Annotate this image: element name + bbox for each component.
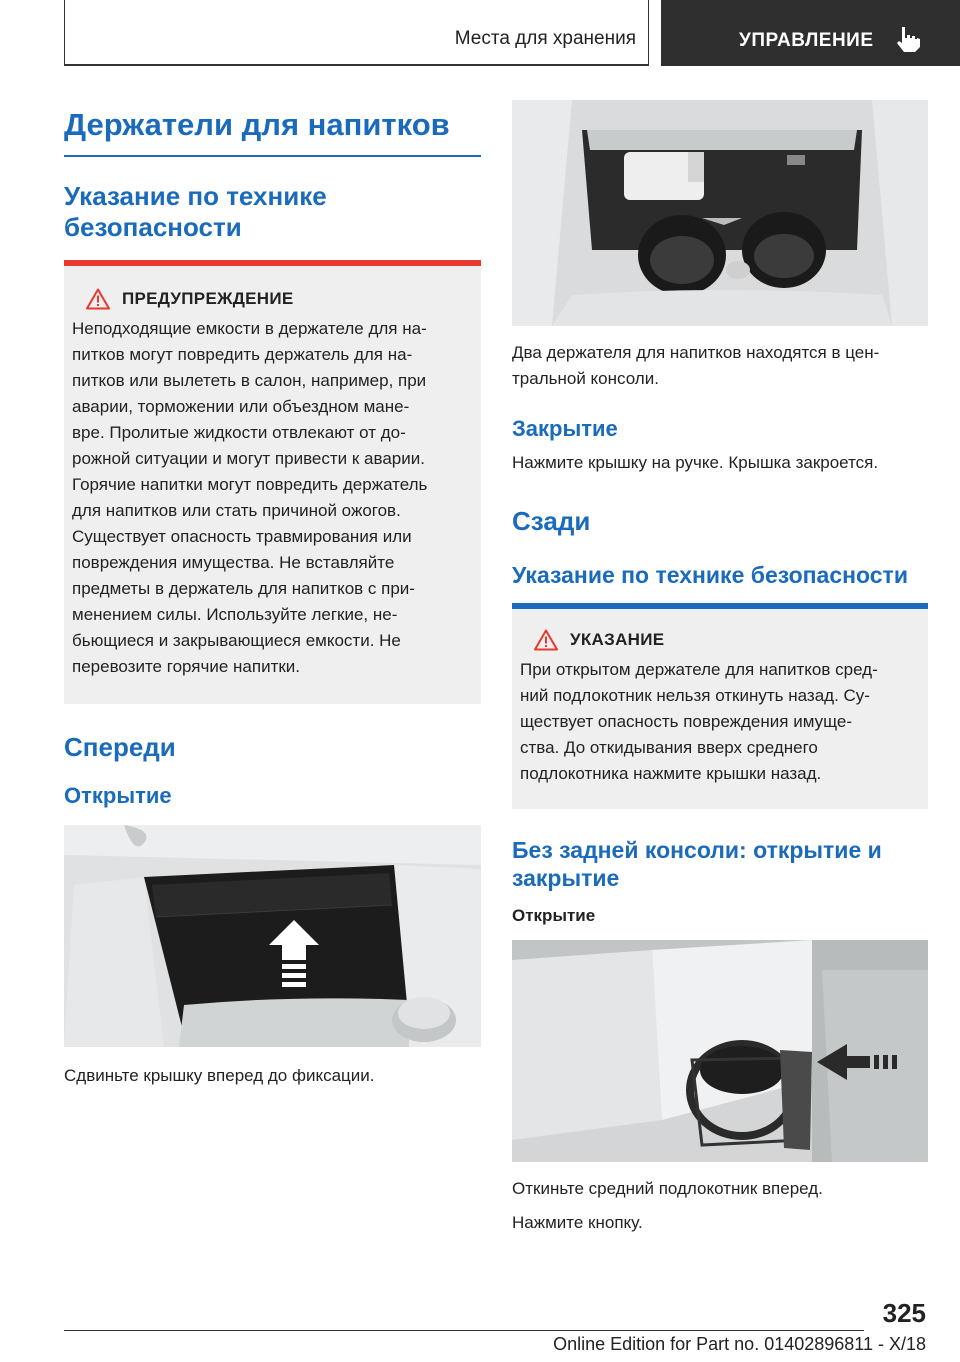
warning-line: менением силы. Используйте легкие, не- bbox=[72, 604, 398, 624]
notice-line: подлокотника нажмите крышки назад. bbox=[520, 764, 822, 784]
header-section-title: Места для хранения bbox=[454, 28, 636, 49]
warning-box bbox=[64, 266, 481, 704]
warning-line: бьющиеся и закрывающиеся емкости. Не bbox=[72, 630, 401, 650]
header-divider-mid bbox=[648, 0, 649, 66]
no-console-heading: Без задней консоли: открытие и закрытие bbox=[512, 837, 882, 891]
warning-line: Неподходящие емкости в держателе для на- bbox=[72, 318, 427, 338]
notice-triangle-icon bbox=[534, 629, 558, 651]
warning-label: ПРЕДУПРЕЖДЕНИЕ bbox=[122, 288, 294, 308]
notice-title bbox=[520, 629, 918, 651]
warning-title bbox=[72, 288, 471, 310]
cupholders-console-illustration bbox=[512, 100, 928, 326]
right-column bbox=[512, 100, 928, 1236]
caption-line: тральной консоли. bbox=[512, 369, 659, 388]
page-title: Держатели для напитков bbox=[64, 107, 450, 142]
warning-text bbox=[72, 316, 471, 680]
notice-line: ществует опасность повреждения имуще- bbox=[520, 712, 852, 732]
opening-heading: Открытие bbox=[64, 782, 172, 808]
warning-triangle-icon bbox=[86, 288, 110, 310]
footer-edition: Online Edition for Part no. 01402896811 - X/18 bbox=[553, 1334, 926, 1354]
caption-line: Два держателя для напитков находятся в цен- bbox=[512, 343, 880, 362]
closing-text: Нажмите крышку на ручке. Крышка закроется. bbox=[512, 453, 879, 473]
rear-safety-heading: Указание по технике безопасности bbox=[512, 561, 908, 588]
header-divider-left bbox=[64, 0, 65, 66]
rear-cupholder-photo bbox=[512, 940, 928, 1162]
warning-line: перевозите горячие напитки. bbox=[72, 656, 301, 676]
open-subheading: Открытие bbox=[512, 906, 596, 926]
title-rule bbox=[64, 155, 481, 157]
cupholders-console-photo bbox=[512, 100, 928, 326]
warning-line: Существует опасность травмирования или bbox=[72, 526, 412, 546]
front-cupholder-photo bbox=[64, 825, 481, 1047]
safety-heading: Указание по технике безопасности bbox=[64, 181, 327, 243]
console-caption bbox=[512, 340, 928, 392]
warning-line: для напитков или стать причиной ожогов. bbox=[72, 500, 401, 520]
warning-line: аварии, торможении или объездном мане- bbox=[72, 396, 410, 416]
notice-label: УКАЗАНИЕ bbox=[570, 630, 665, 650]
left-column bbox=[64, 100, 481, 1089]
warning-line: питков могут повредить держатель для на- bbox=[72, 344, 413, 364]
warning-line: рожной ситуации и могут привести к аварии. bbox=[72, 448, 425, 468]
header-chapter-label: УПРАВЛЕНИЕ bbox=[739, 30, 874, 51]
notice-line: При открытом держателе для напитков сред- bbox=[520, 660, 878, 680]
warning-line: вре. Пролитые жидкости отвлекают от до- bbox=[72, 422, 406, 442]
warning-line: Горячие напитки могут повредить держатель bbox=[72, 474, 428, 494]
page-number: 325 bbox=[882, 1298, 926, 1328]
rear-heading: Сзади bbox=[512, 506, 591, 537]
hand-pointer-icon bbox=[893, 24, 923, 54]
notice-line: ства. До откидывания вверх среднего bbox=[520, 738, 818, 758]
notice-box bbox=[512, 609, 928, 809]
front-cupholder-illustration bbox=[64, 825, 481, 1047]
warning-line: питков или вылететь в салон, например, при bbox=[72, 370, 427, 390]
opening-caption: Сдвиньте крышку вперед до фиксации. bbox=[64, 1066, 375, 1086]
notice-line: ний подлокотник нельзя откинуть назад. Су- bbox=[520, 686, 870, 706]
notice-text bbox=[520, 657, 918, 787]
closing-heading: Закрытие bbox=[512, 416, 618, 441]
header-chapter-tab[interactable] bbox=[661, 0, 960, 66]
warning-line: повреждения имущества. Не вставляйте bbox=[72, 552, 395, 572]
front-heading: Спереди bbox=[64, 731, 176, 762]
step-2: Нажмите кнопку. bbox=[512, 1213, 643, 1233]
footer-rule bbox=[64, 1330, 864, 1331]
page-header bbox=[0, 0, 960, 66]
header-divider-bottom bbox=[64, 64, 648, 66]
rear-cupholder-illustration bbox=[512, 940, 928, 1162]
warning-line: предметы в держатель для напитков с при- bbox=[72, 578, 415, 598]
step-1: Откиньте средний подлокотник вперед. bbox=[512, 1179, 823, 1199]
